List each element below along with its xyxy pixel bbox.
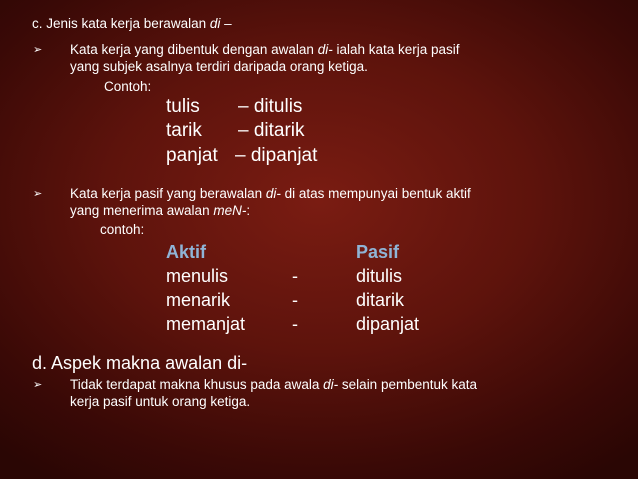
table-cell-passive: ditulis [356, 266, 403, 286]
contoh-label-2: contoh: [100, 222, 145, 237]
heading-c-text: c. Jenis kata kerja berawalan [32, 16, 210, 31]
table-header-aktif: Aktif [166, 242, 206, 262]
bullet-arrow-icon: ➢ [33, 188, 43, 200]
example-result: – dipanjat [235, 145, 318, 166]
example-word: panjat [166, 145, 218, 166]
example-word: tarik [166, 120, 202, 141]
heading-c [32, 16, 232, 32]
bullet3-line2: kerja pasif untuk orang ketiga. [70, 394, 251, 409]
table-cell-active: menulis [166, 266, 229, 286]
bullet2-line2: yang menerima awalan meN-: [70, 203, 251, 218]
bullet2-line1: Kata kerja pasif yang berawalan di- di atas mempunyai bentuk aktif [70, 186, 471, 201]
bullet-arrow-icon: ➢ [33, 379, 43, 391]
bullet1-line2: yang subjek asalnya terdiri daripada orang ketiga. [70, 59, 368, 74]
example-result: – ditarik [238, 120, 305, 141]
bullet-arrow-icon: ➢ [33, 44, 43, 56]
contoh-label-1: Contoh: [104, 79, 152, 94]
table-cell-dash: - [292, 314, 298, 334]
table-cell-active: memanjat [166, 314, 246, 334]
table-cell-passive: ditarik [356, 290, 405, 310]
example-result: – ditulis [238, 96, 303, 117]
example-word: tulis [166, 96, 200, 117]
heading-d: d. Aspek makna awalan di- [32, 353, 248, 373]
table-cell-active: menarik [166, 290, 231, 310]
table-cell-dash: - [292, 290, 298, 310]
table-cell-passive: dipanjat [356, 314, 420, 334]
bullet3-line1: Tidak terdapat makna khusus pada awala di- selain pembentuk kata [70, 377, 478, 392]
table-cell-dash: - [292, 266, 298, 286]
table-header-pasif: Pasif [356, 242, 400, 262]
heading-c-italic: di [209, 16, 221, 31]
bullet1-line1: Kata kerja yang dibentuk dengan awalan di- ialah kata kerja pasif [70, 42, 460, 57]
heading-c-suffix: – [220, 16, 232, 31]
